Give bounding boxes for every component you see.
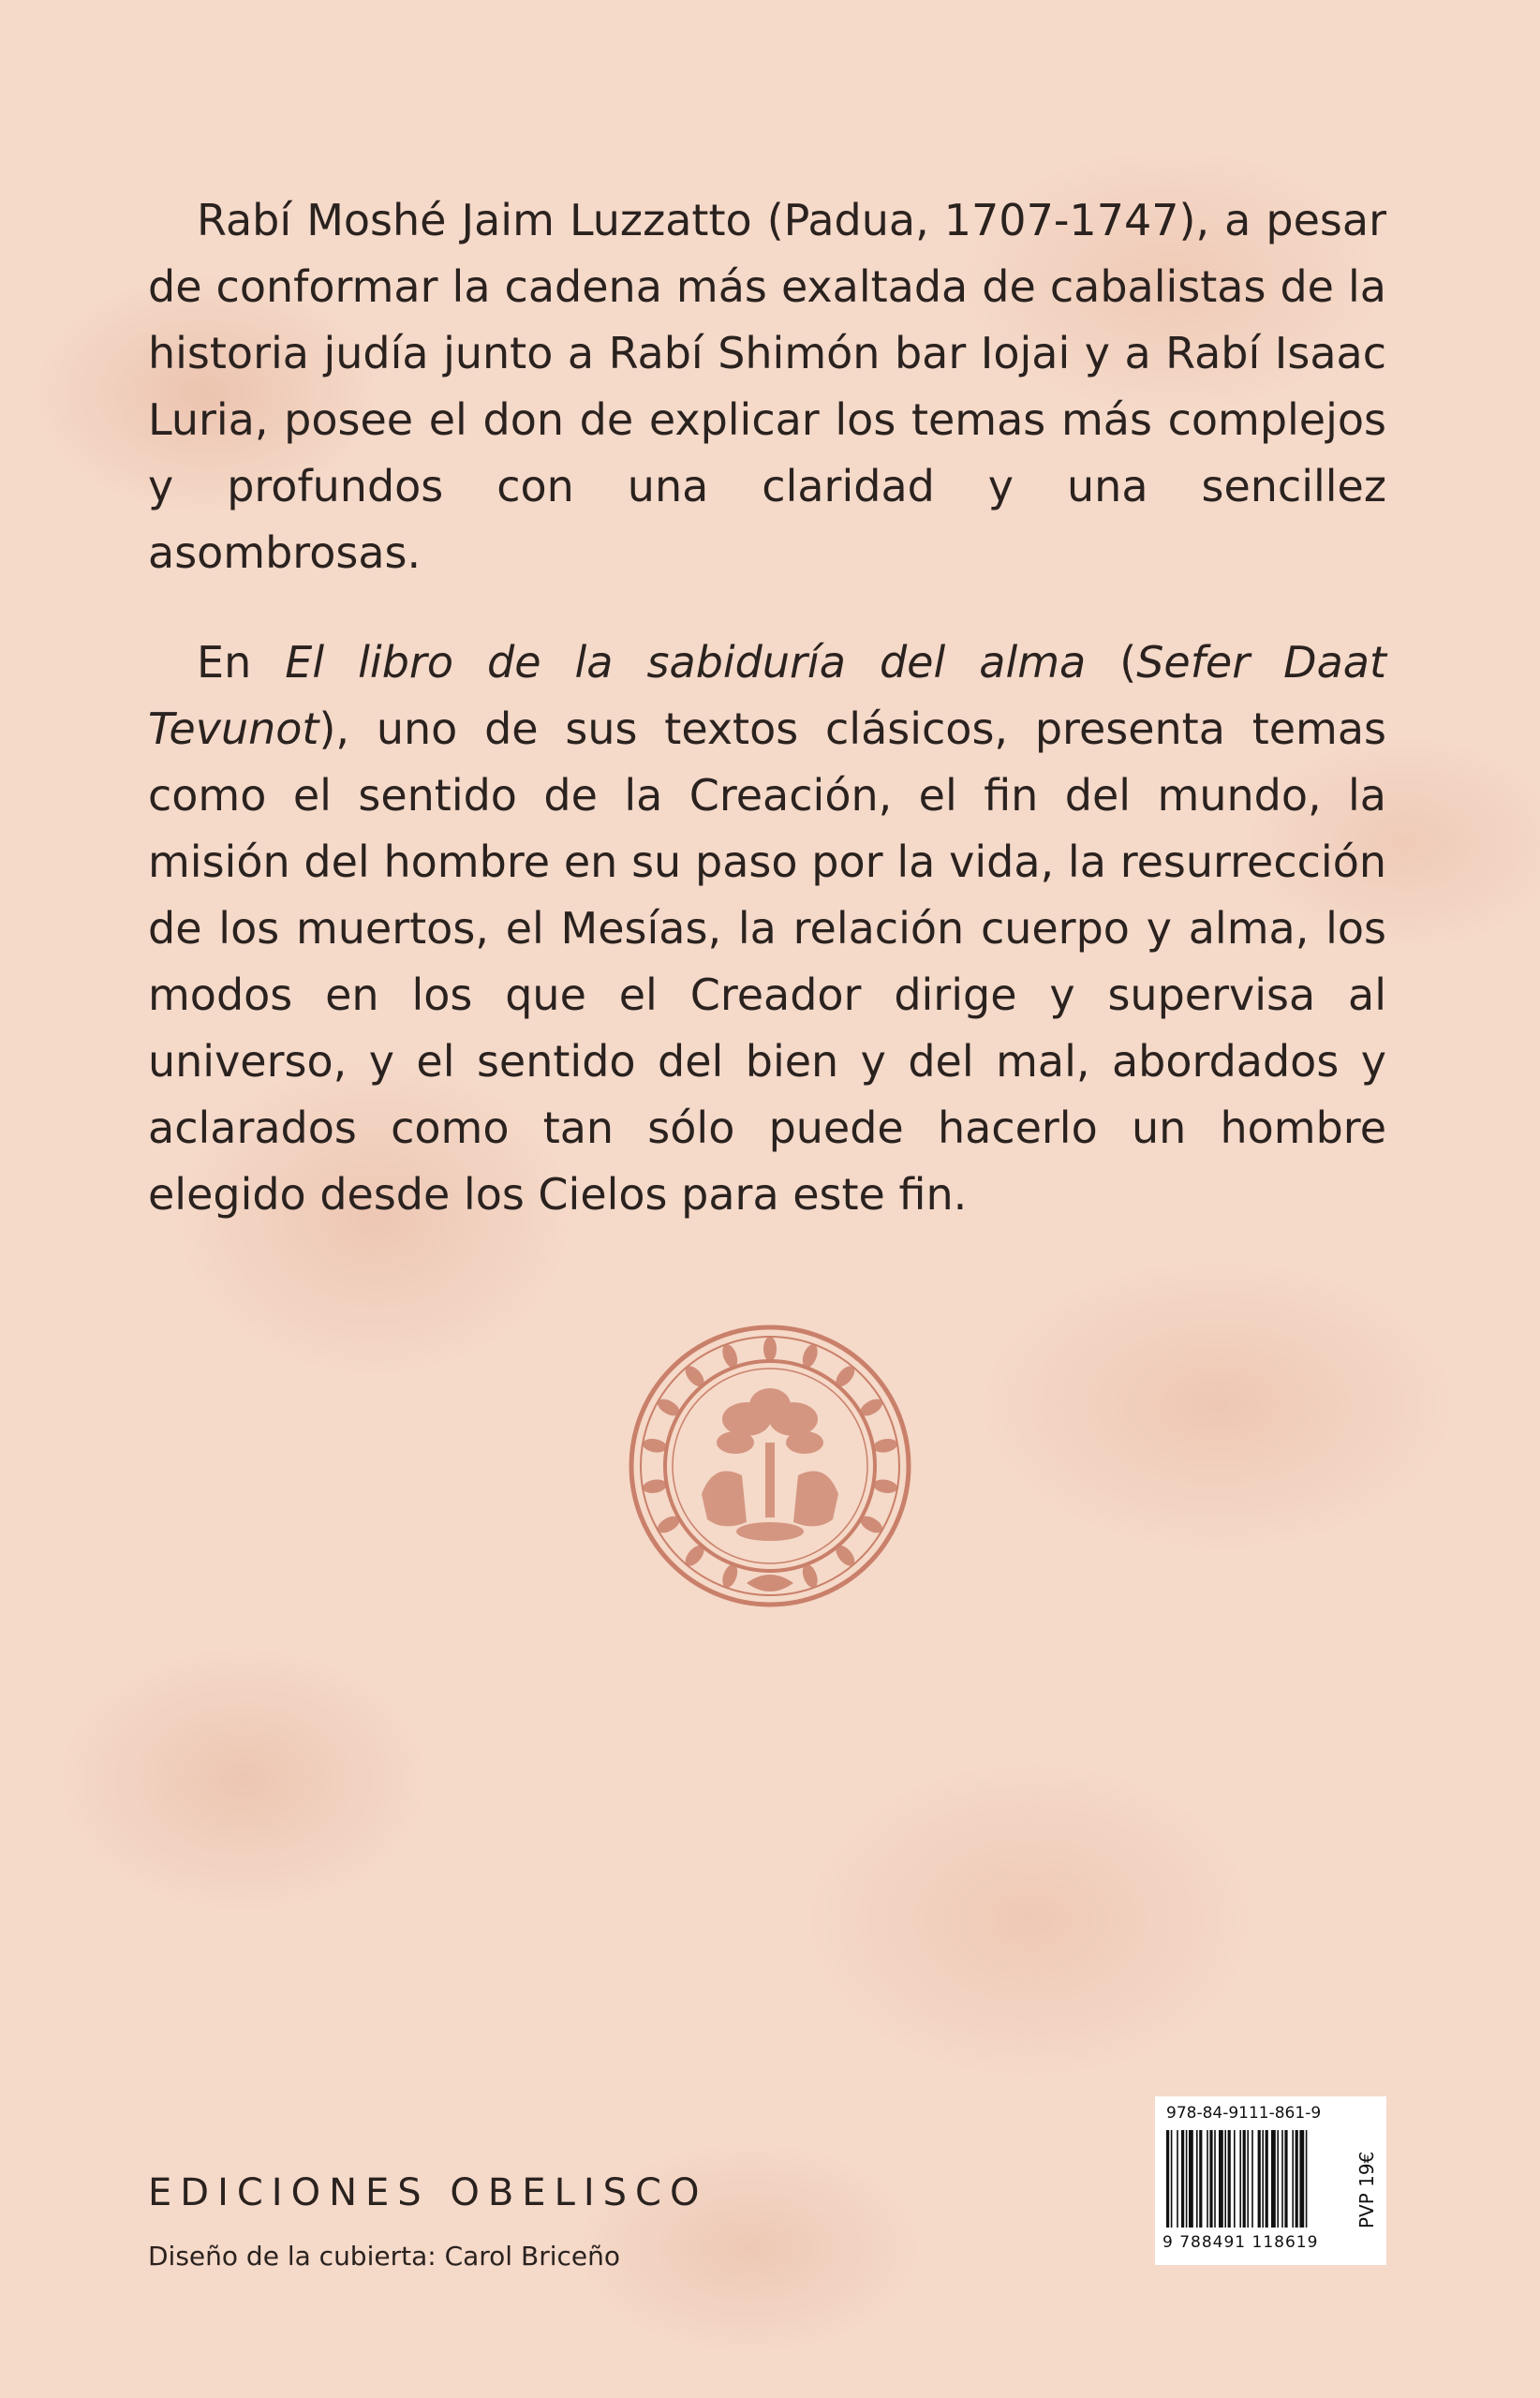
isbn-number: 978-84-9111-861-9	[1166, 2104, 1322, 2123]
paragraph-2-pre: En	[197, 637, 286, 688]
paragraph-2-mid: (	[1086, 637, 1137, 688]
cover-design-credit: Diseño de la cubierta: Carol Briceño	[148, 2241, 620, 2272]
hebrew-title-italic: Sefer Daat Tevunot	[148, 637, 1386, 754]
description-paragraph-2	[148, 629, 1386, 1228]
barcode-label	[1155, 2096, 1386, 2265]
description-paragraph-1	[148, 187, 1386, 586]
printer-seal-icon	[625, 1321, 915, 1611]
publisher-name: EDICIONES OBELISCO	[148, 2171, 708, 2214]
ean-digits: 9 788491 118619	[1162, 2233, 1319, 2252]
barcode-icon	[1166, 2130, 1344, 2228]
paragraph-2-post: ), uno de sus textos clásicos, presenta temas como el sentido de la Creación, el fin del mundo, la misión del hombre en su paso por la vida, la resurrección de los muertos, el Mesías, la relación cuerpo y alma, los modos en los que el Creador dirige y supervisa al universo, y el sentido del bien y del mal, abordados y aclarados como tan sólo puede hacerlo un hombre elegido desde los Cielos para este fin.	[148, 703, 1386, 1220]
paragraph-1-text: Rabí Moshé Jaim Luzzatto (Padua, 1707-1747), a pesar de conformar la cadena más exaltada de cabalistas de la historia judía junto a Rabí Shimón bar Iojai y a Rabí Isaac Luria, posee el don de explicar los temas más complejos y profundos con una claridad y una sencillez asombrosas.	[148, 195, 1386, 578]
book-title-italic: El libro de la sabiduría del alma	[285, 637, 1087, 688]
price-label: PVP 19€	[1355, 2151, 1378, 2229]
